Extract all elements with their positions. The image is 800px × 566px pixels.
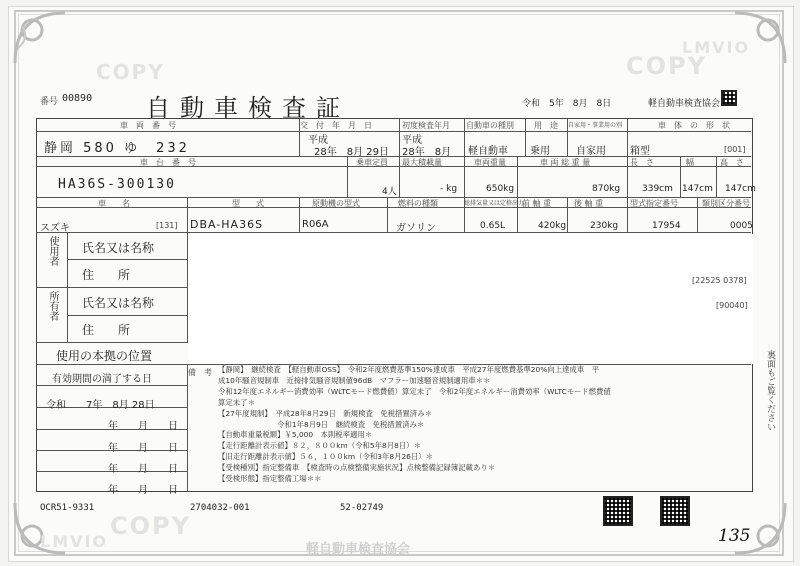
seal-watermark: 軽自動車検査協会 bbox=[306, 542, 411, 557]
gross-weight-value: 870kg bbox=[592, 184, 621, 194]
length-label: 長 さ bbox=[630, 158, 654, 167]
owner-address-label: 住 所 bbox=[82, 323, 131, 337]
capacity-value: 4人 bbox=[382, 187, 397, 197]
issue-era: 平成 bbox=[308, 135, 328, 146]
fuel-value: ガソリン bbox=[396, 223, 436, 234]
expiry-blank-row: 年 月 日 bbox=[108, 464, 178, 475]
fuel-label: 燃料の種類 bbox=[398, 199, 438, 208]
issuer-name: 軽自動車検査協会 bbox=[648, 99, 721, 109]
base-location-label: 使用の本拠の位置 bbox=[56, 349, 153, 363]
category-number-label: 類別区分番号 bbox=[702, 199, 750, 208]
private-commercial-value: 自家用 bbox=[576, 146, 606, 157]
lmvio-watermark: LMVIO bbox=[682, 38, 751, 57]
owner-name-label: 氏名又は名称 bbox=[82, 296, 155, 310]
rear-axle-label: 後 軸 重 bbox=[574, 199, 604, 208]
corner-ornament-icon bbox=[10, 8, 70, 68]
remarks-line: 令和12年度エネルギー消費効率（WLTCモード燃費値）算定未了 令和2年度エネルギー消費効率（WLTCモード燃費値 bbox=[218, 386, 611, 396]
qr-code-icon bbox=[721, 90, 737, 106]
copy-watermark: COPY bbox=[96, 60, 165, 84]
model-value: DBA-HA36S bbox=[190, 218, 264, 231]
expiry-era: 令和 bbox=[46, 400, 66, 411]
number-label: 番号 bbox=[40, 97, 59, 107]
body-shape-value: 箱型 bbox=[630, 146, 650, 157]
user-address-label: 住 所 bbox=[82, 268, 131, 282]
maker-value: スズキ bbox=[40, 223, 70, 234]
length-value: 339cm bbox=[642, 184, 673, 194]
body-shape-code: [001] bbox=[724, 145, 746, 154]
first-reg-value: 28年 8月 bbox=[402, 147, 452, 158]
expiry-blank-row: 年 月 日 bbox=[108, 443, 178, 454]
footer-code-2: 52-02749 bbox=[340, 503, 384, 513]
copy-watermark: COPY bbox=[110, 512, 191, 540]
kind-label: 自動車の種別 bbox=[466, 121, 514, 130]
private-commercial-label: 自家用・事業用の別 bbox=[568, 122, 623, 129]
type-designation-label: 型式指定番号 bbox=[630, 199, 678, 208]
capacity-label: 乗車定員 bbox=[356, 158, 388, 167]
maker-code: [131] bbox=[156, 221, 178, 230]
owner-code: [90040] bbox=[716, 301, 748, 310]
weight-value: 650kg bbox=[486, 184, 515, 194]
redacted-area bbox=[188, 234, 753, 364]
remarks-body bbox=[218, 365, 752, 485]
remarks-line: 【静岡】 継続検査 【軽自動車OSS】 令和2年度燃費基準150%達成車 平成27年度燃費基準20%向上達成車 平 bbox=[218, 365, 599, 374]
front-axle-label: 前 軸 重 bbox=[522, 199, 552, 208]
expiry-blank-row: 年 月 日 bbox=[108, 421, 178, 432]
handwritten-number: 135 bbox=[718, 526, 751, 546]
gross-weight-label: 車 両 総 重 量 bbox=[540, 158, 591, 167]
engine-model-value: R06A bbox=[302, 219, 329, 230]
displacement-label: 総排気量又は定格出力 bbox=[464, 200, 525, 207]
remarks-line: 【27年度規制】 平成28年8月29日 新規検査 免税措置済み＊ bbox=[218, 408, 432, 418]
remarks-line: 算定未了＊ bbox=[218, 397, 255, 407]
use-label: 用 途 bbox=[534, 121, 558, 130]
qr-code-icon bbox=[660, 496, 690, 526]
vehicle-number-label: 車 両 番 号 bbox=[120, 121, 176, 130]
chassis-number-value: HA36S-300130 bbox=[58, 177, 176, 192]
kind-value: 軽自動車 bbox=[468, 146, 508, 157]
owner-section-label: 所有者 bbox=[47, 291, 58, 321]
vehicle-number-value: 静岡 580 ゆ 232 bbox=[44, 141, 190, 156]
maker-label: 車 名 bbox=[98, 199, 130, 208]
lmvio-watermark: LMVIO bbox=[40, 532, 109, 551]
chassis-number-label: 車 台 番 号 bbox=[140, 158, 196, 167]
remarks-label: 備 考 bbox=[188, 368, 212, 377]
remarks-line: 【走行距離計表示値】８２，８００km（令和5年8月8日）＊ bbox=[218, 441, 421, 451]
expiry-label: 有効期間の満了する日 bbox=[52, 374, 152, 385]
remarks-line: 令和1年8月9日 継続検査 免税措置済み＊ bbox=[218, 419, 425, 429]
engine-model-label: 原動機の型式 bbox=[312, 199, 360, 208]
side-note: 裏面もご覧ください bbox=[765, 350, 775, 431]
use-value: 乗用 bbox=[530, 146, 550, 157]
expiry-date: 7年 8月 28日 bbox=[86, 400, 155, 411]
copy-watermark: COPY bbox=[626, 52, 707, 80]
expiry-blank-row: 年 月 日 bbox=[108, 485, 178, 496]
width-value: 147cm bbox=[682, 184, 713, 194]
certificate-number: 00890 bbox=[62, 93, 93, 104]
remarks-line: 【旧走行距離計表示値】５６，１００km（令和3年8月26日）＊ bbox=[218, 452, 434, 462]
width-label: 幅 bbox=[686, 158, 694, 167]
max-load-label: 最大積載量 bbox=[402, 158, 442, 167]
issue-date: 令和 5年 8月 8日 bbox=[522, 99, 612, 109]
max-load-value: - kg bbox=[440, 184, 458, 194]
user-section-label: 使用者 bbox=[47, 236, 58, 266]
remarks-line: 【自動車重量税額】￥5,000 本則税率適用＊ bbox=[218, 430, 373, 440]
document-title: 自動車検査証 bbox=[146, 94, 350, 122]
user-code: [22525 0378] bbox=[692, 276, 747, 285]
first-reg-era: 平成 bbox=[402, 135, 422, 146]
weight-label: 車両重量 bbox=[474, 158, 506, 167]
remarks-line: 【受検形態】指定整備工場＊＊ bbox=[218, 474, 322, 484]
height-label: 高 さ bbox=[720, 158, 744, 167]
footer-code-1: 2704032-001 bbox=[190, 503, 250, 513]
front-axle-value: 420kg bbox=[538, 221, 567, 231]
issue-date-value: 28年 8月 29日 bbox=[314, 147, 389, 158]
issue-ym-label: 交 付 年 月 日 bbox=[300, 121, 372, 130]
remarks-line: 成10年騒音規制車 近接排気騒音規制値96dB マフラー加速騒音規制適用車＊＊ bbox=[218, 375, 491, 385]
height-value: 147cm bbox=[725, 184, 756, 194]
category-number-value: 0005 bbox=[730, 221, 753, 231]
displacement-value: 0.65L bbox=[480, 221, 506, 231]
first-reg-label: 初度検査年月 bbox=[402, 121, 450, 130]
model-label: 型 式 bbox=[232, 199, 264, 208]
body-shape-label: 車 体 の 形 状 bbox=[658, 121, 730, 130]
user-name-label: 氏名又は名称 bbox=[82, 241, 155, 255]
ocr-code: OCR51-9331 bbox=[40, 503, 95, 513]
type-designation-value: 17954 bbox=[652, 221, 681, 231]
qr-code-icon bbox=[603, 496, 633, 526]
remarks-line: 【受検種別】指定整備車 【検査時の点検整備実施状況】点検整備記録簿記載あり＊ bbox=[218, 463, 496, 473]
rear-axle-value: 230kg bbox=[590, 221, 619, 231]
